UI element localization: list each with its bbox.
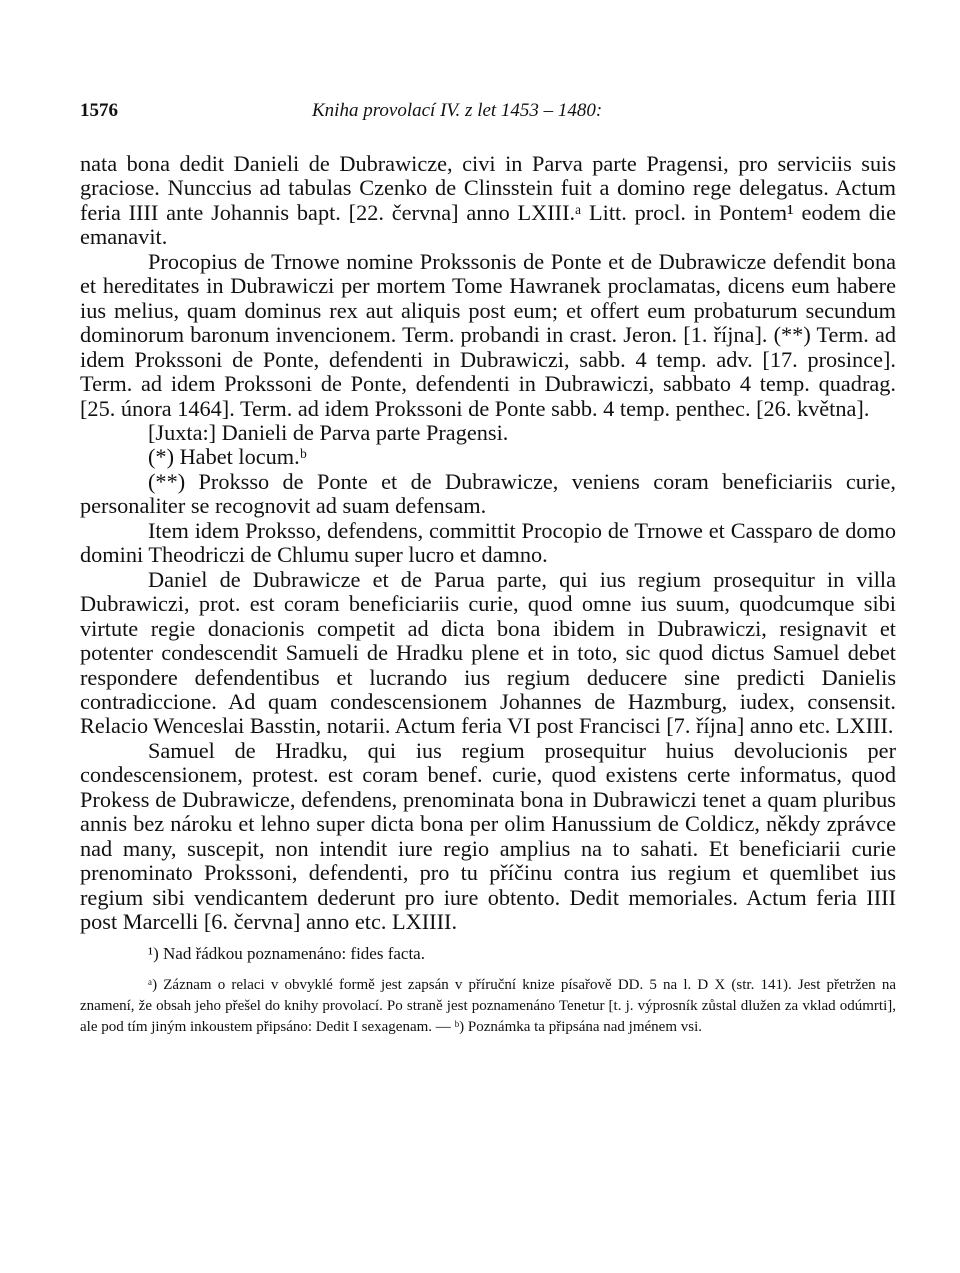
main-text bbox=[80, 152, 896, 935]
page-number: 1576 bbox=[80, 100, 118, 121]
page-header bbox=[80, 100, 896, 128]
paragraph: (**) Proksso de Ponte et de Dubrawicze, veniens coram beneficiariis curie, personaliter se recognovit ad suam defensam. bbox=[80, 468, 896, 519]
paragraph: (*) Habet locum.ᵇ bbox=[148, 444, 307, 470]
paragraph: Procopius de Trnowe nomine Prokssonis de Ponte et de Dubrawicze defendit bona et hereditates in Dubrawiczi per mortem Tome Hawranek proclamatas, dicens eum habere ius melius, quam dominus rex aut aliquis post eum; et offert eum probaturum secundum dominorum baronum invencionem. Term. probandi in crast. Jeron. [1. října]. (**) Term. ad idem Prokssoni de Ponte, defendenti in Dubrawiczi, sabb. 4 temp. adv. [17. prosince]. Term. ad idem Prokssoni de Ponte, defendenti in Dubrawiczi, sabbato 4 temp. quadrag. [25. února 1464]. Term. ad idem Prokssoni de Ponte sabb. 4 temp. penthec. [26. května]. bbox=[80, 248, 896, 421]
paragraph: Daniel de Dubrawicze et de Parua parte, qui ius regium prosequitur in villa Dubrawiczi, prot. est coram beneficiariis curie, quod omne ius suum, quodcumque sibi virtute regie donacionis competit ad dicta bona ibidem in Dubrawiczi, resignavit et potenter condescendit Samueli de Hradku plene et in toto, sic quod dictus Samuel debet respondere defendentibus et lucrando ius regium deducere sine predicti Danielis contradiccione. Ad quam condescensionem Johannes de Hazmburg, iudex, consensit. Relacio Wenceslai Basstin, notarii. Actum feria VI post Francisci [7. října] anno etc. LXIII. bbox=[80, 566, 896, 739]
paragraph: nata bona dedit Danieli de Dubrawicze, civi in Parva parte Pragensi, pro serviciis suis graciose. Nunccius ad tabulas Czenko de Clinsstein fuit a domino rege delegatus. Actum feria IIII ante Johannis bapt. [22. června] anno LXIII.ᵃ Litt. procl. in Pontem¹ eodem die emanavit. bbox=[80, 151, 896, 250]
paragraph: Samuel de Hradku, qui ius regium prosequitur huius devolucionis per condescensionem, protest. est coram benef. curie, quod existens certe informatus, quod Prokess de Dubrawicze, defendens, prenominata bona in Dubrawiczi tenet a quam pluribus annis bez nároku et lehno super dicta bona per olim Hanussium de Coldicz, někdy zprávce nad many, suscepit, non intendit iure regio amplius na to sahati. Et beneficiarii curie prenominato Prokssoni, defendenti, pro tu příčinu contra ius regium et quemlibet ius regium sibi vendicantem dederunt pro iure obtento. Dedit memoriales. Actum feria IIII post Marcelli [6. června] anno etc. LXIIII. bbox=[80, 737, 896, 935]
paragraph: [Juxta:] Danieli de Parva parte Pragensi. bbox=[148, 419, 509, 445]
footnote-1: ¹) Nad řádkou poznamenáno: fides facta. bbox=[148, 943, 425, 963]
document-page bbox=[80, 100, 896, 1038]
running-title: Kniha provolací IV. z let 1453 – 1480: bbox=[312, 100, 603, 121]
footnote-a: ᵃ) Záznam o relaci v obvyklé formě jest zapsán v příruční knize písařově DD. 5 na l. D X (str. 141). Jest přetržen na znamení, že obsah jeho přešel do knihy provolací. Po straně jest poznamenáno Tenetur [t. j. výprosník zůstal dlužen za vklad odúmrti], ale pod tím jiným inkoustem připsáno: Dedit I sexagenam. — ᵇ) Poznámka ta připsána nad jménem vsi. bbox=[80, 976, 896, 1035]
paragraph: Item idem Proksso, defendens, committit Procopio de Trnowe et Cassparo de domo domini Theodriczi de Chlumu super lucro et damno. bbox=[80, 517, 896, 568]
footnotes-block bbox=[80, 975, 896, 1038]
